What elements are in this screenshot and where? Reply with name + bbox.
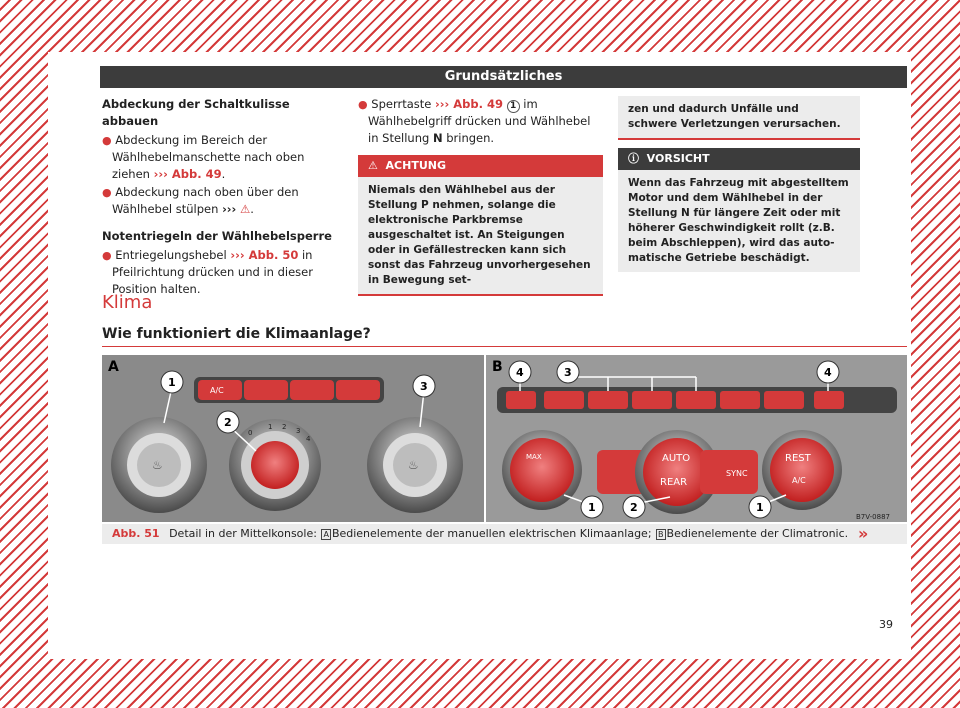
caption-label-a: A	[323, 529, 329, 539]
caution-text: Wenn das Fahrzeug mit abgestelltem Motor und dem Wählhebel in der Stellung N für längere Zeit oder mit höherer Geschwindigkeit rollt (z.B. beim Abschleppen), wird das automatische Getriebe beschädigt.	[628, 177, 849, 264]
column-3	[618, 96, 860, 272]
callout-b3: 3	[564, 366, 572, 379]
b-seat-heat-right-button[interactable]	[764, 391, 804, 409]
callout-b1-right: 1	[756, 501, 764, 514]
b-rest-label: REST	[785, 453, 811, 464]
bullet-3: ● Entriegelungshebel ››› Abb. 50 in Pfeilrichtung drücken und in dieser Position halten.	[102, 248, 313, 296]
column-1	[102, 96, 342, 299]
figure-caption: Abb. 51 Detail in der Mittelkonsole: A Bedienelemente der manuellen elektrischen Klimaanlage; B Bedienelemente der Climatronic.	[102, 524, 907, 544]
warning-box	[358, 155, 603, 296]
svg-text:2: 2	[282, 423, 287, 431]
callout-number: 1	[507, 100, 520, 113]
caution-header: ⓘ VORSICHT	[618, 148, 860, 170]
b-button-right[interactable]	[814, 391, 844, 409]
b-right-temp-knob[interactable]	[770, 438, 834, 502]
b-button-left[interactable]	[506, 391, 536, 409]
callout-a1: 1	[168, 376, 176, 389]
warning-continuation: zen und dadurch Unfälle und schwere Verletzungen verursachen.	[618, 96, 860, 140]
ref-abb-49[interactable]: ››› Abb. 49	[153, 167, 222, 181]
callout-b4-right: 4	[824, 366, 832, 379]
b-rear-label: REAR	[660, 477, 688, 488]
figure-climate-controls	[102, 355, 907, 522]
bullet-sperrtaste: ● Sperrtaste ››› Abb. 49 1 im Wählhebelgriff drücken und Wählhebel in Stellung N bringen.	[358, 97, 591, 145]
b-sync-label: SYNC	[726, 469, 748, 478]
seat-icon: ♨	[152, 458, 163, 472]
recirculation-button[interactable]	[336, 380, 380, 400]
bullet-2: ● Abdeckung nach oben über den Wählhebel stülpen ››› ⚠.	[102, 185, 299, 216]
rear-defrost-button[interactable]	[244, 380, 288, 400]
callout-b1-left: 1	[588, 501, 596, 514]
warning-triangle-icon: ⚠	[239, 202, 251, 216]
section-rule	[102, 346, 907, 347]
figure-illustration	[102, 355, 907, 522]
b-seat-vent-mid-button[interactable]	[632, 391, 672, 409]
callout-a3: 3	[420, 380, 428, 393]
fan-speed-knob[interactable]	[251, 441, 299, 489]
section-title: Klima	[102, 292, 153, 313]
bullet-1: ● Abdeckung im Bereich der Wählhebelmanschette nach oben ziehen ››› Abb. 49.	[102, 133, 305, 181]
heading-notentriegeln: Notentriegeln der Wählhebelsperre	[102, 229, 332, 243]
b-seat-vent-right-button[interactable]	[676, 391, 716, 409]
caution-box	[618, 148, 860, 272]
warning-triangle-icon: ⚠	[368, 159, 378, 172]
ref-abb-50[interactable]: ››› Abb. 50	[230, 248, 299, 262]
callout-b4-left: 4	[516, 366, 524, 379]
page	[48, 52, 911, 659]
seat-icon: ♨	[408, 458, 419, 472]
b-left-temp-knob[interactable]	[510, 438, 574, 502]
figure-code: B7V-0887	[856, 513, 890, 521]
b-ac-label: A/C	[792, 476, 806, 485]
callout-b2: 2	[630, 501, 638, 514]
column-2	[358, 96, 603, 296]
b-auto-label: AUTO	[662, 453, 691, 464]
ref-abb-49-b[interactable]: ››› Abb. 49	[434, 97, 503, 111]
svg-text:0: 0	[248, 429, 253, 437]
warning-text: Niemals den Wählhebel aus der Stellung P nehmen, solange die elektronische Parkbremse ausgeschaltet ist. An Steigungen oder in Gefällestrecken kann sich sonst das Fahrzeug unvorhergesehen in Bewegung set-	[368, 184, 591, 286]
page-number: 39	[879, 618, 893, 631]
svg-text:3: 3	[296, 427, 301, 435]
b-recirc-button[interactable]	[720, 391, 760, 409]
section-subtitle: Wie funktioniert die Klimaanlage?	[102, 326, 371, 342]
info-circle-icon: ⓘ	[628, 152, 639, 165]
heading-abdeckung: Abdeckung der Schaltkulisse abbauen	[102, 97, 290, 128]
svg-text:1: 1	[268, 423, 273, 431]
ac-label: A/C	[210, 386, 224, 395]
continue-marker: »	[858, 524, 869, 543]
chapter-header: Grundsätzliches	[100, 66, 907, 88]
b-seat-heat-left-button[interactable]	[544, 391, 584, 409]
svg-text:MAX: MAX	[526, 453, 542, 461]
label-a: A	[108, 359, 119, 375]
b-seat-vent-left-button[interactable]	[588, 391, 628, 409]
caption-abb: Abb. 51	[112, 527, 160, 540]
warning-header: ⚠ ACHTUNG	[358, 155, 603, 177]
caption-label-b: B	[658, 529, 664, 539]
front-defrost-button[interactable]	[290, 380, 334, 400]
callout-a2: 2	[224, 416, 232, 429]
svg-text:4: 4	[306, 435, 311, 443]
label-b: B	[492, 359, 503, 375]
